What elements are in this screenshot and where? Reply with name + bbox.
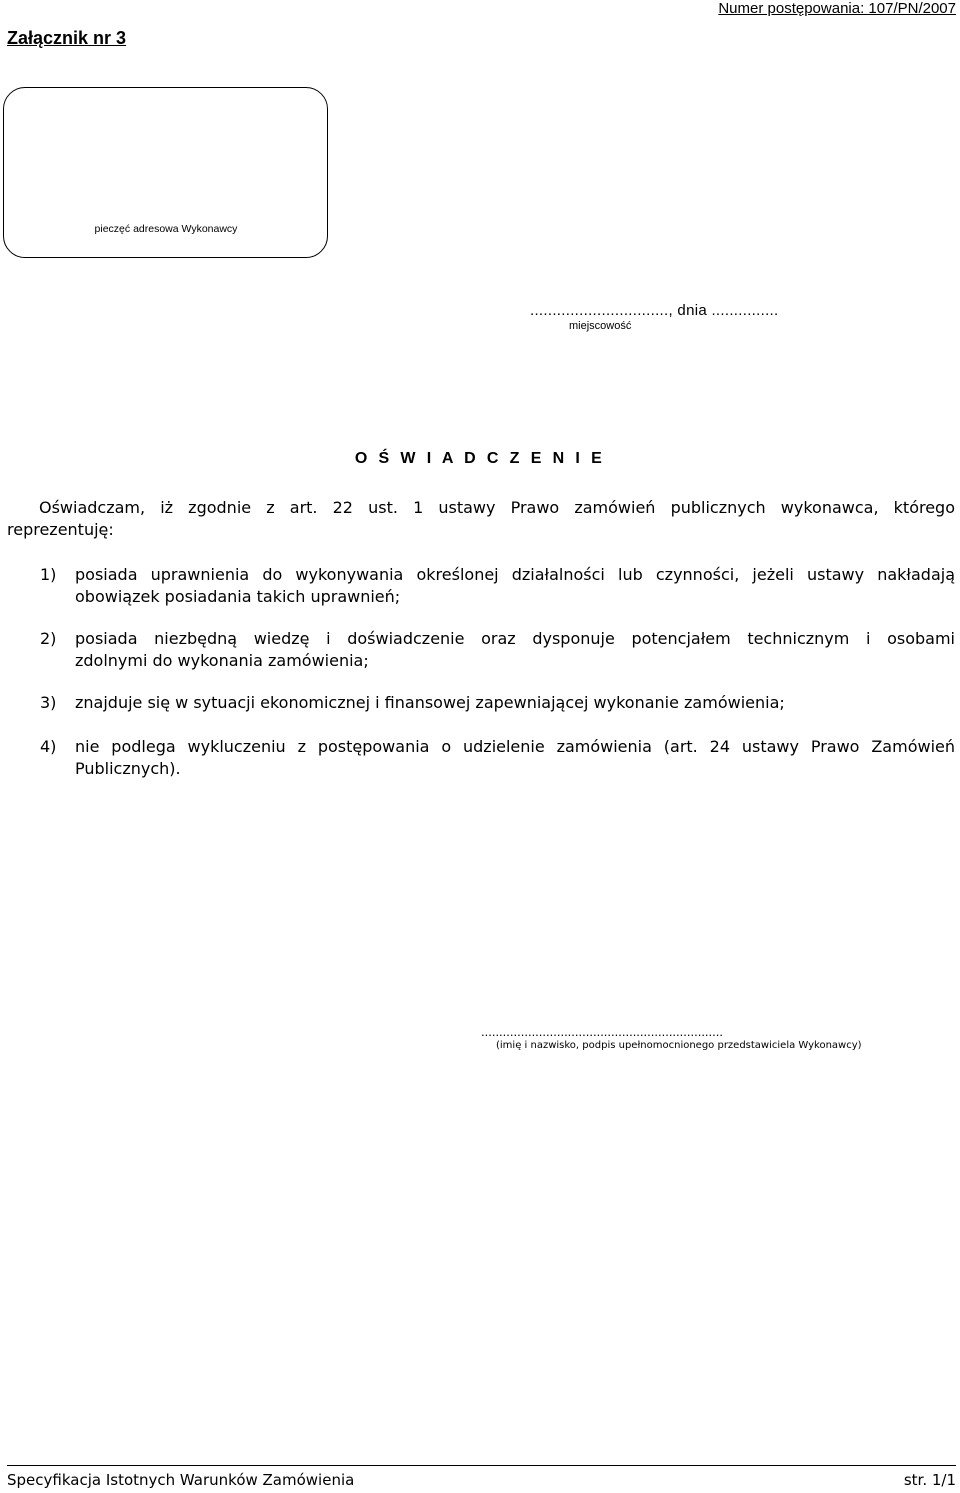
- signature-line: ...................................................................: [481, 1024, 723, 1039]
- footer-rule: [7, 1465, 956, 1466]
- list-item: [40, 564, 955, 608]
- case-number: Numer postępowania: 107/PN/2007: [718, 0, 956, 17]
- page-number: str. 1/1: [903, 1471, 956, 1489]
- list-item: [40, 736, 955, 780]
- place-date-line: ..............................., dnia ...............: [530, 302, 779, 319]
- document-title: O Ś W I A D C Z E N I E: [354, 450, 606, 467]
- place-label: miejscowość: [569, 320, 632, 332]
- list-item-line-1: posiada uprawnienia do wykonywania określonej działalności lub czynności, jeżeli ustawy nakładają: [75, 565, 955, 584]
- intro-paragraph: [7, 497, 955, 541]
- signature-caption: (imię i nazwisko, podpis upełnomocnionego przedstawiciela Wykonawcy): [496, 1040, 862, 1051]
- list-item-number: 3): [40, 693, 57, 712]
- list-item-number: 1): [40, 565, 57, 584]
- annex-title: Załącznik nr 3: [7, 28, 127, 48]
- list-item-line-1: posiada niezbędną wiedzę i doświadczenie oraz dysponuje potencjałem technicznym i osobami: [75, 629, 955, 648]
- list-item-line-1: znajduje się w sytuacji ekonomicznej i finansowej zapewniającej wykonanie zamówienia;: [75, 693, 785, 712]
- list-item: [40, 628, 955, 672]
- list-item-number: 4): [40, 737, 57, 756]
- list-item-line-1: nie podlega wykluczeniu z postępowania o udzielenie zamówienia (art. 24 ustawy Prawo Zamówień: [75, 737, 955, 756]
- footer-title: Specyfikacja Istotnych Warunków Zamówienia: [7, 1471, 355, 1489]
- stamp-caption: pieczęć adresowa Wykonawcy: [94, 223, 238, 235]
- list-item-number: 2): [40, 629, 57, 648]
- list-item-line-2: Publicznych).: [75, 759, 181, 778]
- list-item-line-2: zdolnymi do wykonania zamówienia;: [75, 651, 369, 670]
- list-item-line-2: obowiązek posiadania takich uprawnień;: [75, 587, 401, 606]
- intro-line-2: reprezentuję:: [7, 520, 114, 539]
- list-item: [40, 692, 955, 714]
- intro-line-1: Oświadczam, iż zgodnie z art. 22 ust. 1 ustawy Prawo zamówień publicznych wykonawca, którego: [39, 498, 955, 517]
